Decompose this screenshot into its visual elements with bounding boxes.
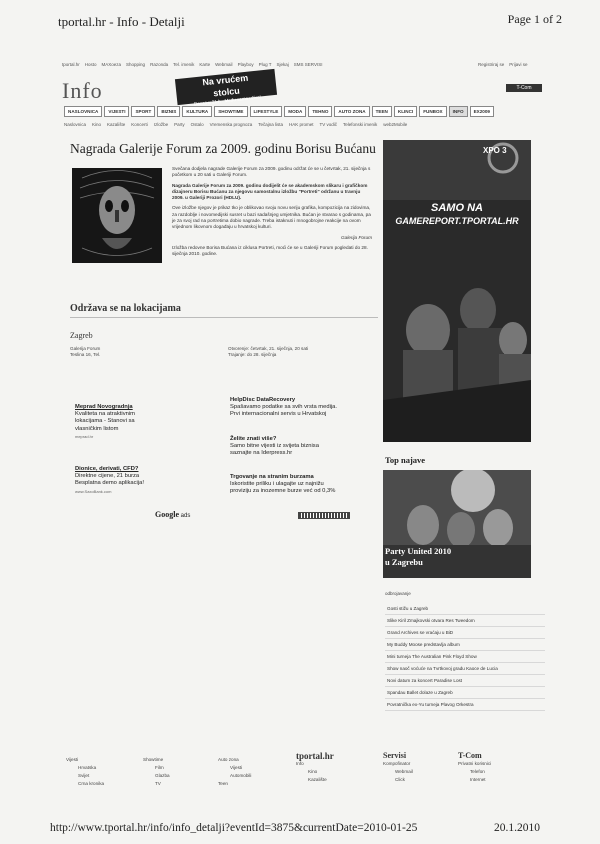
print-date: 20.1.2010: [494, 822, 540, 834]
subnav-link[interactable]: Kino: [92, 122, 102, 127]
subnav-link[interactable]: Koncerti: [131, 122, 148, 127]
footer-link[interactable]: Telefon: [470, 769, 485, 774]
tab-sport[interactable]: SPORT: [131, 106, 155, 117]
ad-line: Besplatna demo aplikacija!: [75, 480, 144, 487]
list-item[interactable]: Show naoč voćuće na Tvrtkovoj gradu Kaoce de Lucia: [385, 663, 545, 675]
caption-line2: u Zagrebu: [385, 557, 423, 567]
subnav-link[interactable]: TV vodič: [319, 122, 338, 127]
topnav-link[interactable]: Shopping: [126, 62, 146, 67]
site-logo[interactable]: Info: [62, 78, 103, 103]
topnav-link[interactable]: Razonda: [150, 62, 169, 67]
google-brand: Google: [155, 510, 179, 519]
footer-link[interactable]: Webmail: [395, 769, 413, 774]
google-ads-suffix: ads: [180, 513, 191, 519]
ad-line: lokacijama - Stanovi sa: [75, 418, 135, 425]
ad-line: Spašavamo podatke sa svih vrsta medija.: [230, 404, 337, 411]
ad-url[interactable]: www.SaxoBank.com: [75, 488, 112, 494]
footer-link[interactable]: Privatni korisnici: [458, 761, 492, 766]
text-ad[interactable]: [230, 436, 370, 458]
tab-klinci[interactable]: KLINCI: [394, 106, 417, 117]
ad-url[interactable]: meprad.hr: [75, 433, 94, 439]
article-signature: Galerija Forum: [341, 234, 372, 240]
tcom-badge[interactable]: T-Com: [506, 84, 542, 92]
ad-line: Direktne cijene, 21 burza: [75, 473, 140, 480]
tab-teen[interactable]: TEEN: [372, 106, 392, 117]
list-item[interactable]: Slike Kiril Zmajkovski otvara Res Tweedom: [385, 615, 545, 627]
print-header-title: tportal.hr - Info - Detalji: [58, 14, 185, 29]
footer-col-showtime: [143, 756, 170, 788]
ad-line: Kvaliteta na atraktivnim: [75, 411, 135, 418]
subnav-link[interactable]: Telefonski imenik: [343, 122, 378, 127]
text-ad[interactable]: [230, 474, 370, 496]
ad-line: Samo bitne vijesti iz svijeta biznisa: [230, 443, 319, 450]
list-item[interactable]: Gosti stižu u Zagreb: [385, 603, 545, 615]
article-title: Nagrada Galerije Forum za 2009. godinu Borisu Bućanu: [70, 141, 376, 156]
location-address: [70, 346, 100, 358]
ad-title[interactable]: Želite znati više?: [230, 436, 277, 442]
info-subnav: [64, 122, 407, 127]
list-header: odbrojavanje: [385, 591, 411, 596]
list-item[interactable]: Grand Archives se vraćaju u BiD: [385, 627, 545, 639]
subnav-link[interactable]: Party: [174, 122, 185, 127]
footer-link[interactable]: Teen: [218, 781, 228, 786]
banner-corner: XPO 3: [483, 146, 507, 155]
ad-line: vlasničkim listom: [75, 425, 119, 432]
footer-link[interactable]: Glazba: [155, 773, 170, 778]
events-list: [385, 603, 545, 711]
tab-moda[interactable]: MODA: [284, 106, 306, 117]
footer-link[interactable]: Click: [395, 777, 405, 782]
top-event-caption[interactable]: [385, 546, 451, 568]
tab-auto-zona[interactable]: AUTO ZONA: [334, 106, 369, 117]
subnav-link[interactable]: Tečajna lista: [258, 122, 283, 127]
text-ad[interactable]: [75, 404, 215, 440]
promo-line1: Na vrućem: [201, 72, 249, 88]
print-url: http://www.tportal.hr/info/info_detalji?eventId=3875&currentDate=2010-01-25: [50, 822, 418, 834]
topnav-link[interactable]: Hosto: [84, 62, 97, 67]
top-events-heading: Top najave: [385, 455, 426, 465]
footer-brand[interactable]: Servisi: [383, 751, 407, 760]
footer-link[interactable]: Info: [296, 761, 304, 766]
tab-lifestyle[interactable]: LIFESTYLE: [250, 106, 283, 117]
promo-badge[interactable]: [175, 69, 277, 105]
article-paragraph: Ove izložbe njegov je prikaz tko je oblikovao svoju novu seriju grafika, kompozicija na zidovima, za razdoblje i novomedijski susret u bazi sadašnjeg umjetnika. Bućan je stvarao s godinama, pa je za svoj rad na portretima dobio nagrade. Treba istaknuti i mnogobrojne reakcije na ovom vrijednom likovnom događaju u hrvatskoj kulturi.: [172, 205, 371, 230]
section-tabs: [64, 106, 494, 117]
print-page-number: Page 1 of 2: [507, 12, 562, 26]
list-item[interactable]: Spandau Ballet dolaze u Zagreb: [385, 687, 545, 699]
tab-vijesti[interactable]: VIJESTI: [104, 106, 129, 117]
account-links: [478, 62, 528, 67]
subnav-link[interactable]: Ostalo: [190, 122, 204, 127]
login-link[interactable]: Prijavi se: [509, 62, 528, 67]
event-opening: Otvorenje: četvrtak, 21. siječnja, 20 sati: [228, 346, 309, 351]
ad-title[interactable]: Meprad Novogradnja: [75, 404, 133, 410]
list-item[interactable]: Povratnička ex-Yu turneja Plavog Orkestra: [385, 699, 545, 711]
footer-col-auto-zona: [218, 756, 251, 788]
footer-link[interactable]: Film: [155, 765, 164, 770]
top-event-image[interactable]: [383, 470, 531, 578]
tab-funbox[interactable]: FUNBOX: [419, 106, 446, 117]
gamereport-banner[interactable]: [383, 140, 531, 442]
ad-title[interactable]: Dionice, derivati, CFD?: [75, 466, 139, 472]
article-body: [172, 166, 372, 262]
divider: [70, 317, 378, 318]
venue-address: Teslina 16, Tel.: [70, 352, 101, 357]
google-ads-label[interactable]: [155, 510, 190, 519]
topnav-link[interactable]: Playboy: [237, 62, 254, 67]
tab-kultura[interactable]: KULTURA: [182, 106, 212, 117]
article-image: [72, 168, 162, 263]
ad-title[interactable]: HelpDisc DataRecovery: [230, 397, 296, 403]
venue-name[interactable]: Galerija Forum: [70, 346, 101, 351]
text-ad[interactable]: [75, 466, 215, 495]
footer-link[interactable]: Kompofinator: [383, 761, 411, 766]
banner-artwork: [383, 140, 531, 442]
tab-showtime[interactable]: SHOWTIME: [214, 106, 247, 117]
footer-link[interactable]: Vijesti: [230, 765, 243, 770]
promo-small: Danas u 21 h · Među vama uživo!: [193, 94, 262, 107]
footer-col-servisi: [383, 752, 413, 784]
topnav-link[interactable]: Tel. imenik: [173, 62, 195, 67]
subnav-link[interactable]: Izložbe: [153, 122, 169, 127]
event-times: [228, 346, 308, 358]
footer-link[interactable]: Kino: [308, 769, 318, 774]
topnav-link[interactable]: MAXoeza: [101, 62, 122, 67]
locations-heading: Održava se na lokacijama: [70, 303, 181, 314]
topnav-link[interactable]: Plug T: [258, 62, 272, 67]
topnav-link[interactable]: Karte: [199, 62, 211, 67]
portrait-artwork: [72, 168, 162, 263]
topnav-link[interactable]: Sjekaj: [276, 62, 289, 67]
footer-link[interactable]: Kazalište: [308, 777, 327, 782]
subnav-link[interactable]: web2Mobile: [383, 122, 408, 127]
subnav-link[interactable]: Vremenska prognoza: [209, 122, 253, 127]
event-duration: Trajanje: do 28. siječnja: [228, 352, 277, 357]
subnav-link[interactable]: Naslovnica: [64, 122, 87, 127]
subnav-link[interactable]: Kazalište: [107, 122, 126, 127]
top-utility-nav: [62, 62, 322, 67]
footer-link[interactable]: Svijet: [78, 773, 90, 778]
footer-col-tportal: [296, 752, 334, 784]
ad-line: Prvi internacionalni servis u Hrvatskoj: [230, 411, 327, 418]
topnav-link[interactable]: SMS SERVISI: [293, 62, 323, 67]
banner-text: [383, 202, 531, 228]
article-paragraph: Svečana dodjela nagrade Galerije Forum za 2009. godinu održat će se u četvrtak, 21. siječnja s početkom u 20 sati u Galeriji Forum.: [172, 166, 371, 178]
list-item[interactable]: My Buddy Moose predstavlja album: [385, 639, 545, 651]
article-paragraph: Izložba redovne Borisa Bućana iz ciklusa Portreti, moći će se u Galeriji Forum pogledati do 28. siječnja 2010. godine.: [172, 244, 368, 257]
footer-link[interactable]: TV: [155, 781, 161, 786]
location-city: Zagreb: [70, 331, 93, 340]
footer-link[interactable]: Showtime: [143, 757, 164, 762]
list-item[interactable]: Mini turneja The Australian Pink Floyd Show: [385, 651, 545, 663]
footer-brand[interactable]: T-Com: [458, 751, 482, 760]
tab-naslovnica[interactable]: NASLOVNICA: [64, 106, 102, 117]
banner-line2: GAMEREPORT.TPORTAL.HR: [395, 216, 519, 226]
ads-link-bar[interactable]: [298, 512, 350, 519]
text-ad[interactable]: [230, 397, 370, 419]
footer-brand[interactable]: tportal.hr: [296, 751, 334, 761]
subnav-link[interactable]: HAK promet: [288, 122, 314, 127]
promo-line2: stolcu: [212, 85, 241, 99]
tab-ex2009[interactable]: EX2009: [470, 106, 494, 117]
footer-link[interactable]: Vijesti: [66, 757, 79, 762]
footer-col-vijesti: [66, 756, 104, 788]
article-paragraph: Nagrada Galerije Forum za 2009. godinu dodijelit će se akademskom slikaru i grafičkom dizajneru Borisu Bućanu za njegovu samostalnu izložbu "Portreti" održanu u travnju 2009. u Galeriji Prozori (HDLU).: [172, 182, 368, 201]
tab-info[interactable]: INFO: [449, 106, 468, 117]
ad-line: Iskoristite priliku i ulagajte uz najnižu: [230, 481, 324, 488]
register-link[interactable]: Registriraj se: [478, 62, 505, 67]
footer-link[interactable]: Hrvatska: [78, 765, 97, 770]
ad-line: saznajte na Iderpress.hr: [230, 450, 293, 457]
topnav-link[interactable]: Webmail: [215, 62, 233, 67]
topnav-link[interactable]: tportal.hr: [62, 62, 80, 67]
ad-title[interactable]: Trgovanje na stranim burzama: [230, 474, 314, 480]
tab-biznis[interactable]: BIZNIS: [157, 106, 180, 117]
caption-line1: Party United 2010: [385, 546, 452, 556]
footer-col-tcom: [458, 752, 491, 784]
list-item[interactable]: Novi datum za koncert Paradise Lost: [385, 675, 545, 687]
footer-link[interactable]: Automobili: [230, 773, 252, 778]
footer-link[interactable]: Crna kronika: [78, 781, 105, 786]
ad-line: proviziju za inozemne burze već od 0,3%: [230, 488, 336, 495]
footer-link[interactable]: Auto zona: [218, 757, 239, 762]
footer-link[interactable]: Internet: [470, 777, 486, 782]
banner-line1: SAMO NA: [431, 202, 483, 214]
tab-tehno[interactable]: TEHNO: [308, 106, 332, 117]
